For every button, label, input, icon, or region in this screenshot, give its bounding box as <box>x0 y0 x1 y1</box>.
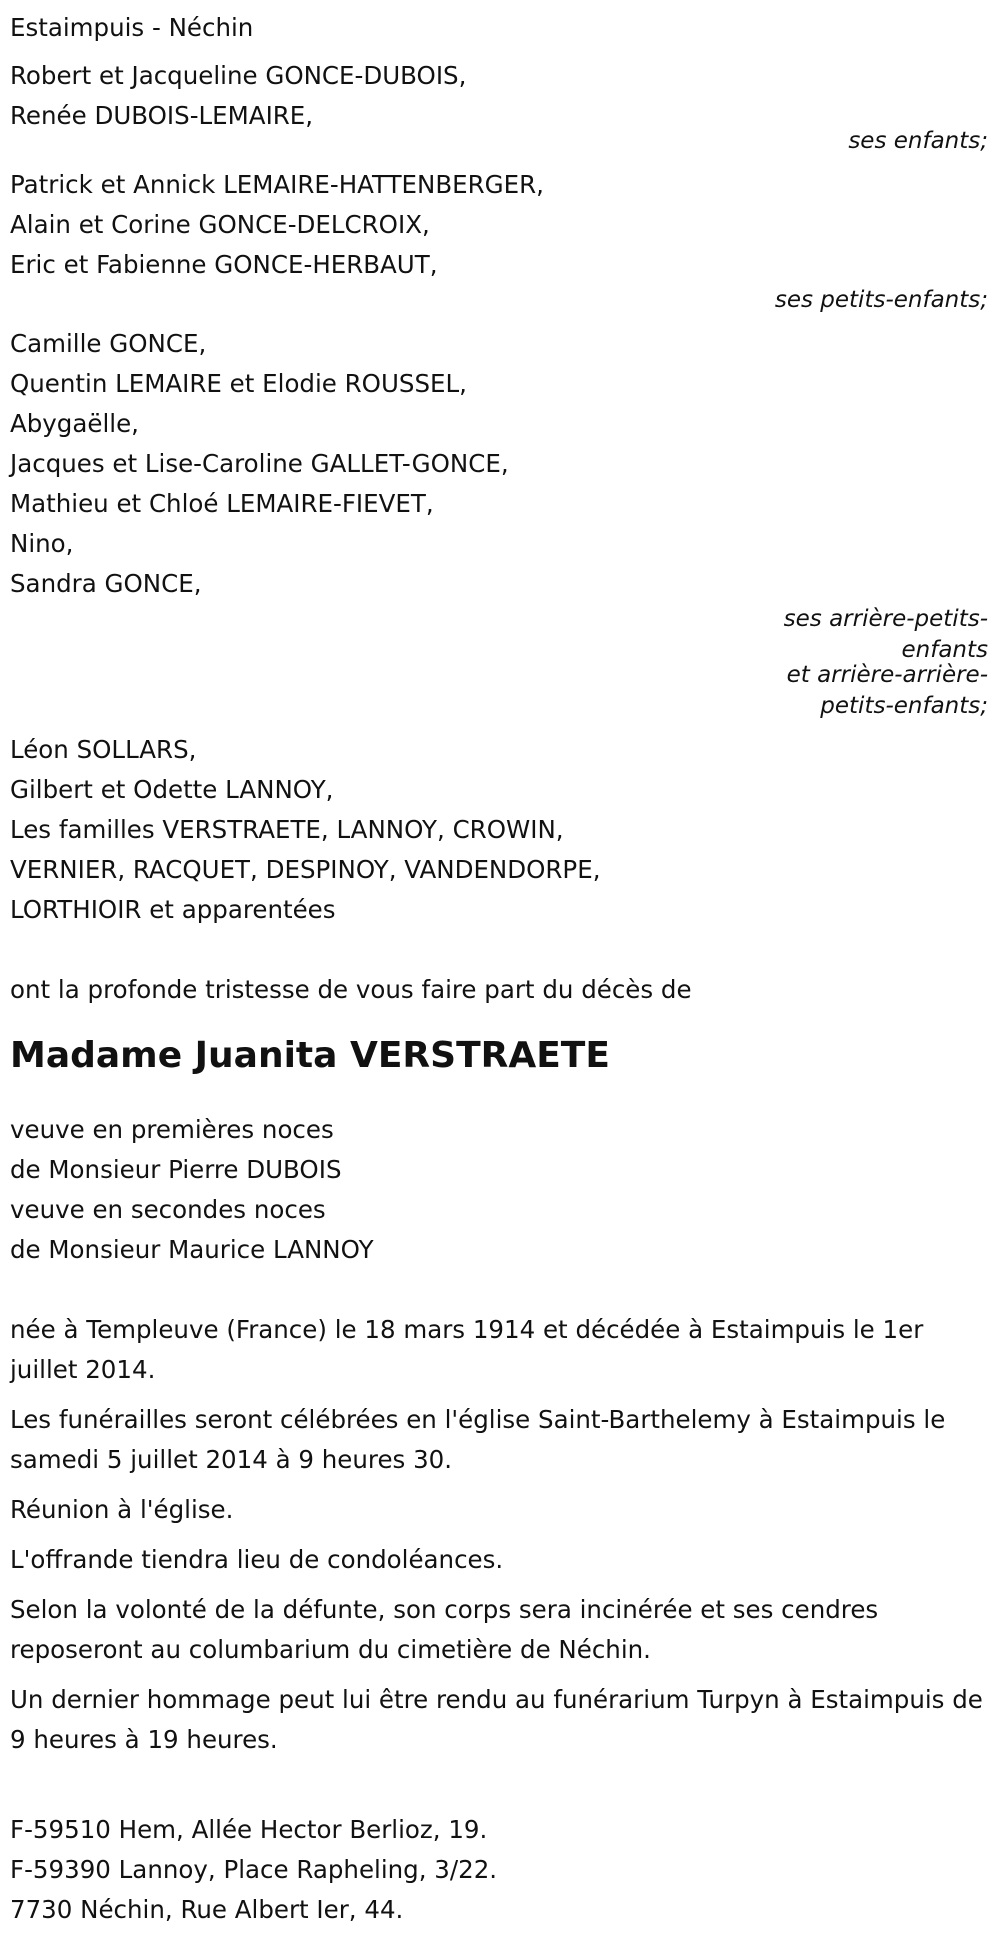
great-grandchildren-name: Jacques et Lise-Caroline GALLET-GONCE, <box>10 449 509 478</box>
grandchildren-name: Patrick et Annick LEMAIRE-HATTENBERGER, <box>10 170 544 199</box>
children-role: ses enfants; <box>848 128 988 154</box>
other-relative-name: VERNIER, RACQUET, DESPINOY, VANDENDORPE, <box>10 855 601 884</box>
great-grandchildren-name: Camille GONCE, <box>10 329 207 358</box>
address-line: F-59390 Lannoy, Place Rapheling, 3/22. <box>10 1855 498 1884</box>
children-name: Robert et Jacqueline GONCE-DUBOIS, <box>10 61 467 90</box>
tribute-paragraph: Un dernier hommage peut lui être rendu au funérarium Turpyn à Estaimpuis de 9 heures à 19 heures. <box>10 1685 983 1754</box>
great-grandchildren-name: Nino, <box>10 529 74 558</box>
great-grandchildren-name: Mathieu et Chloé LEMAIRE-FIEVET, <box>10 489 434 518</box>
cremation-paragraph: Selon la volonté de la défunte, son corps sera incinérée et ses cendres reposeront au columbarium du cimetière de Néchin. <box>10 1595 879 1664</box>
widow-line: veuve en secondes noces <box>10 1195 326 1224</box>
other-relative-name: Les familles VERSTRAETE, LANNOY, CROWIN, <box>10 815 564 844</box>
meeting-paragraph: Réunion à l'église. <box>10 1495 234 1524</box>
grandchildren-name: Eric et Fabienne GONCE-HERBAUT, <box>10 250 438 279</box>
address-line: 7730 Néchin, Rue Albert Ier, 44. <box>10 1895 404 1924</box>
deceased-name: Madame Juanita VERSTRAETE <box>10 1035 610 1076</box>
other-relative-name: LORTHIOIR et apparentées <box>10 895 336 924</box>
children-name: Renée DUBOIS-LEMAIRE, <box>10 101 314 130</box>
announcement-text: ont la profonde tristesse de vous faire part du décès de <box>10 975 692 1004</box>
offering-paragraph: L'offrande tiendra lieu de condoléances. <box>10 1545 504 1574</box>
great-grandchildren-role: ses arrière-petits-enfants <box>783 606 988 663</box>
address-line: F-59510 Hem, Allée Hector Berlioz, 19. <box>10 1815 488 1844</box>
widow-line: de Monsieur Maurice LANNOY <box>10 1235 374 1264</box>
great-great-grandchildren-role: et arrière-arrière-petits-enfants; <box>786 662 988 719</box>
place-header: Estaimpuis - Néchin <box>10 13 254 42</box>
great-grandchildren-name: Sandra GONCE, <box>10 569 202 598</box>
widow-line: veuve en premières noces <box>10 1115 334 1144</box>
obituary-notice <box>10 8 990 1930</box>
widow-line: de Monsieur Pierre DUBOIS <box>10 1155 342 1184</box>
grandchildren-name: Alain et Corine GONCE-DELCROIX, <box>10 210 430 239</box>
other-relative-name: Léon SOLLARS, <box>10 735 197 764</box>
grandchildren-role: ses petits-enfants; <box>774 287 988 313</box>
funeral-paragraph: Les funérailles seront célébrées en l'église Saint-Barthelemy à Estaimpuis le samedi 5 juillet 2014 à 9 heures 30. <box>10 1405 946 1474</box>
birth-death-paragraph: née à Templeuve (France) le 18 mars 1914 et décédée à Estaimpuis le 1er juillet 2014. <box>10 1315 924 1384</box>
great-grandchildren-name: Abygaëlle, <box>10 409 139 438</box>
other-relative-name: Gilbert et Odette LANNOY, <box>10 775 334 804</box>
great-grandchildren-name: Quentin LEMAIRE et Elodie ROUSSEL, <box>10 369 467 398</box>
